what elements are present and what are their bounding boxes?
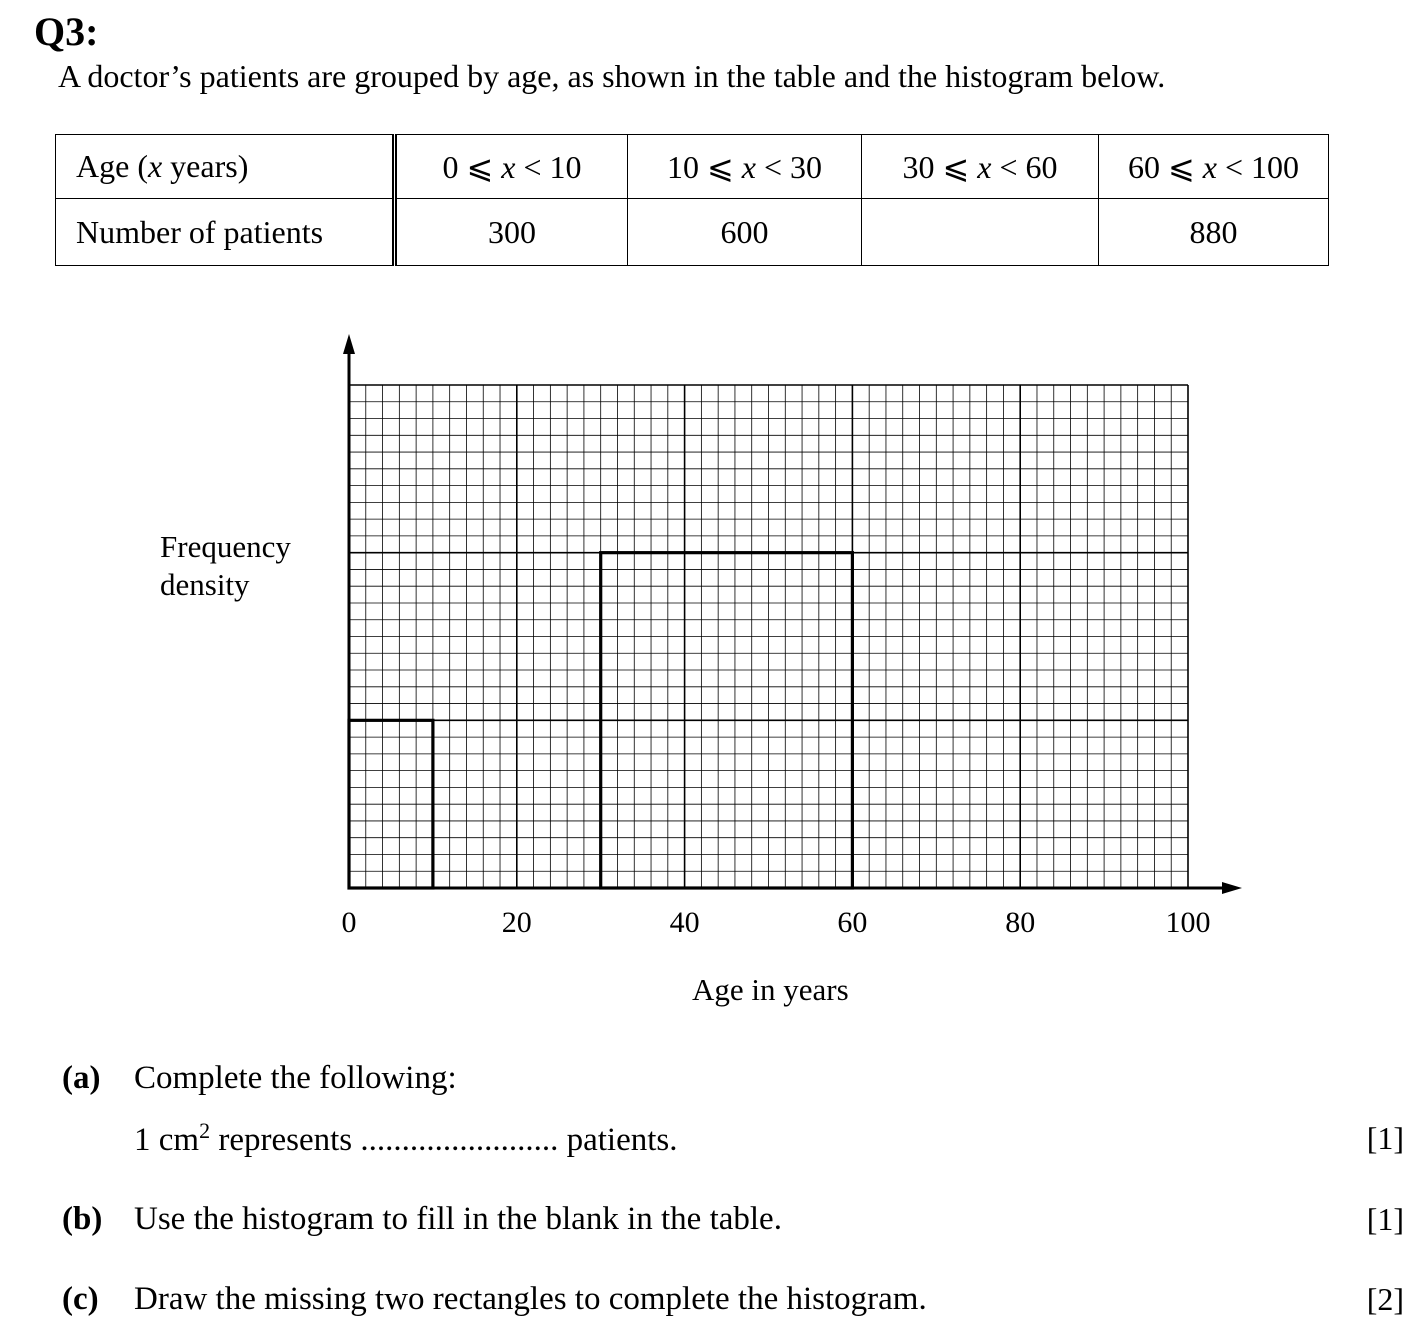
x-tick-label: 20: [501, 906, 532, 939]
x-tick-label: 100: [1165, 906, 1211, 939]
interval-high: 60: [1025, 148, 1058, 185]
question-number: Q3:: [34, 9, 99, 54]
graph-paper-grid: [349, 385, 1188, 888]
interval-variable: x: [741, 148, 756, 185]
interval-leq: ⩽: [1167, 148, 1203, 185]
part-c-text: Draw the missing two rectangles to complete the histogram.: [134, 1281, 927, 1317]
part-a-mid: represents: [210, 1122, 361, 1158]
patients-row-header: Number of patients: [56, 199, 395, 266]
interval-variable: x: [1202, 148, 1217, 185]
interval-high: 100: [1251, 148, 1300, 185]
part-b-text: Use the histogram to fill in the blank in the table.: [134, 1201, 782, 1237]
part-b-marks: [1]: [1366, 1201, 1404, 1237]
x-tick-label: 40: [669, 906, 700, 939]
y-axis-arrow: [343, 334, 355, 354]
interval-low: 60: [1127, 148, 1168, 185]
count-cell-2: 600: [628, 199, 862, 266]
y-axis-label-text: Frequency density: [160, 529, 291, 602]
age-header-text: Age (x years): [76, 148, 249, 184]
part-b-letter: (b): [62, 1201, 103, 1237]
interval-high: 10: [549, 148, 582, 185]
x-axis-label: Age in years: [692, 972, 849, 1007]
interval-low: 30: [902, 148, 943, 185]
part-a-superscript: 2: [199, 1118, 211, 1143]
x-axis-arrow: [1222, 882, 1242, 894]
interval-lt: <: [991, 148, 1026, 185]
interval-leq: ⩽: [706, 148, 742, 185]
interval-variable: x: [977, 148, 992, 185]
part-a-suffix: patients.: [558, 1122, 678, 1158]
part-a-text: Complete the following:: [134, 1060, 457, 1096]
question-intro: A doctor’s patients are grouped by age, as shown in the table and the histogram below.: [58, 58, 1166, 94]
interval-low: 0: [442, 148, 467, 185]
interval-lt: <: [515, 148, 550, 185]
x-tick-label: 0: [341, 906, 357, 939]
part-c-marks: [2]: [1366, 1281, 1404, 1317]
count-cell-1: 300: [395, 199, 628, 266]
interval-variable: x: [501, 148, 516, 185]
part-a-answer-line: [134, 1118, 678, 1159]
interval-low: 10: [666, 148, 707, 185]
part-c-letter: (c): [62, 1281, 99, 1317]
part-a-marks: [1]: [1366, 1120, 1404, 1156]
interval-lt: <: [755, 148, 791, 185]
interval-leq: ⩽: [466, 148, 502, 185]
part-a-prefix: 1 cm: [134, 1122, 200, 1158]
interval-high: 30: [790, 148, 823, 185]
part-a-letter: (a): [62, 1060, 101, 1096]
part-a-answer-blank[interactable]: ........................: [360, 1122, 559, 1158]
x-tick-label: 80: [1005, 906, 1036, 939]
interval-lt: <: [1216, 148, 1252, 185]
histogram-axes: [343, 334, 1242, 894]
x-tick-label: 60: [837, 906, 868, 939]
count-cell-4: 880: [1099, 199, 1329, 266]
interval-leq: ⩽: [942, 148, 978, 185]
